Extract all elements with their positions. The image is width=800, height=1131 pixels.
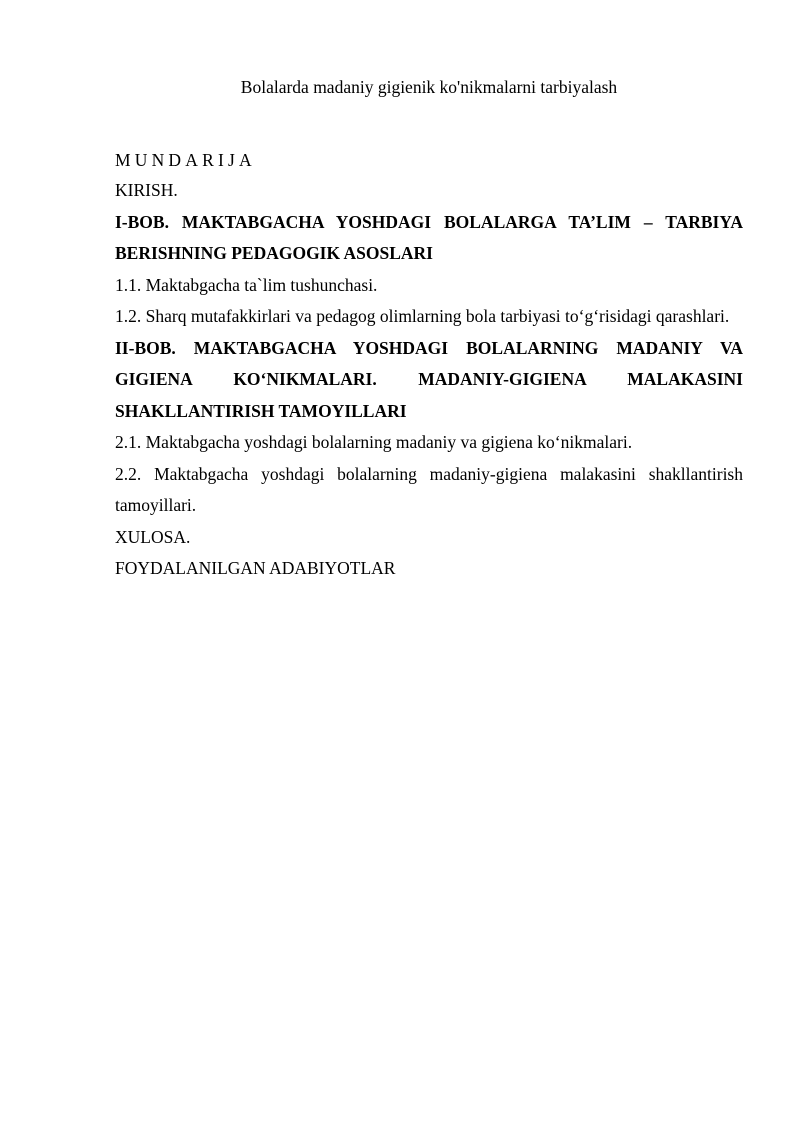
toc-entry-xulosa: XULOSA. — [115, 526, 191, 547]
toc-entry-chapter-1: I-BOB. MAKTABGACHA YOSHDAGI BOLALARGA TA’LIM – TARBIYA BERISHNING PEDAGOGIK ASOSLARI — [115, 211, 743, 263]
toc-entry-references: FOYDALANILGAN ADABIYOTLAR — [115, 558, 396, 578]
document-title: Bolalarda madaniy gigienik ko'nikmalarni tarbiyalash — [240, 77, 618, 97]
toc-entry-section-2-2: 2.2. Maktabgacha yoshdagi bolalarning madaniy-gigiena malakasini shakllantirish tamoyillari. — [115, 463, 743, 515]
table-of-contents — [115, 175, 743, 585]
toc-entry-chapter-2: II-BOB. MAKTABGACHA YOSHDAGI BOLALARNING MADANIY VA GIGIENA KO‘NIKMALARI. MADANIY-GIGIENA MALAKASINI SHAKLLANTIRISH TAMOYILLARI — [115, 337, 743, 421]
toc-entry-section-1-1: 1.1. Maktabgacha ta`lim tushunchasi. — [115, 274, 378, 295]
toc-entry-section-1-2: 1.2. Sharq mutafakkirlari va pedagog olimlarning bola tarbiyasi to‘g‘risidagi qarashlari. — [115, 306, 730, 326]
toc-heading: MUNDARIJA — [115, 150, 256, 170]
toc-entry-kirish: KIRISH. — [115, 180, 178, 200]
toc-entry-section-2-1: 2.1. Maktabgacha yoshdagi bolalarning madaniy va gigiena ko‘nikmalari. — [115, 432, 633, 452]
